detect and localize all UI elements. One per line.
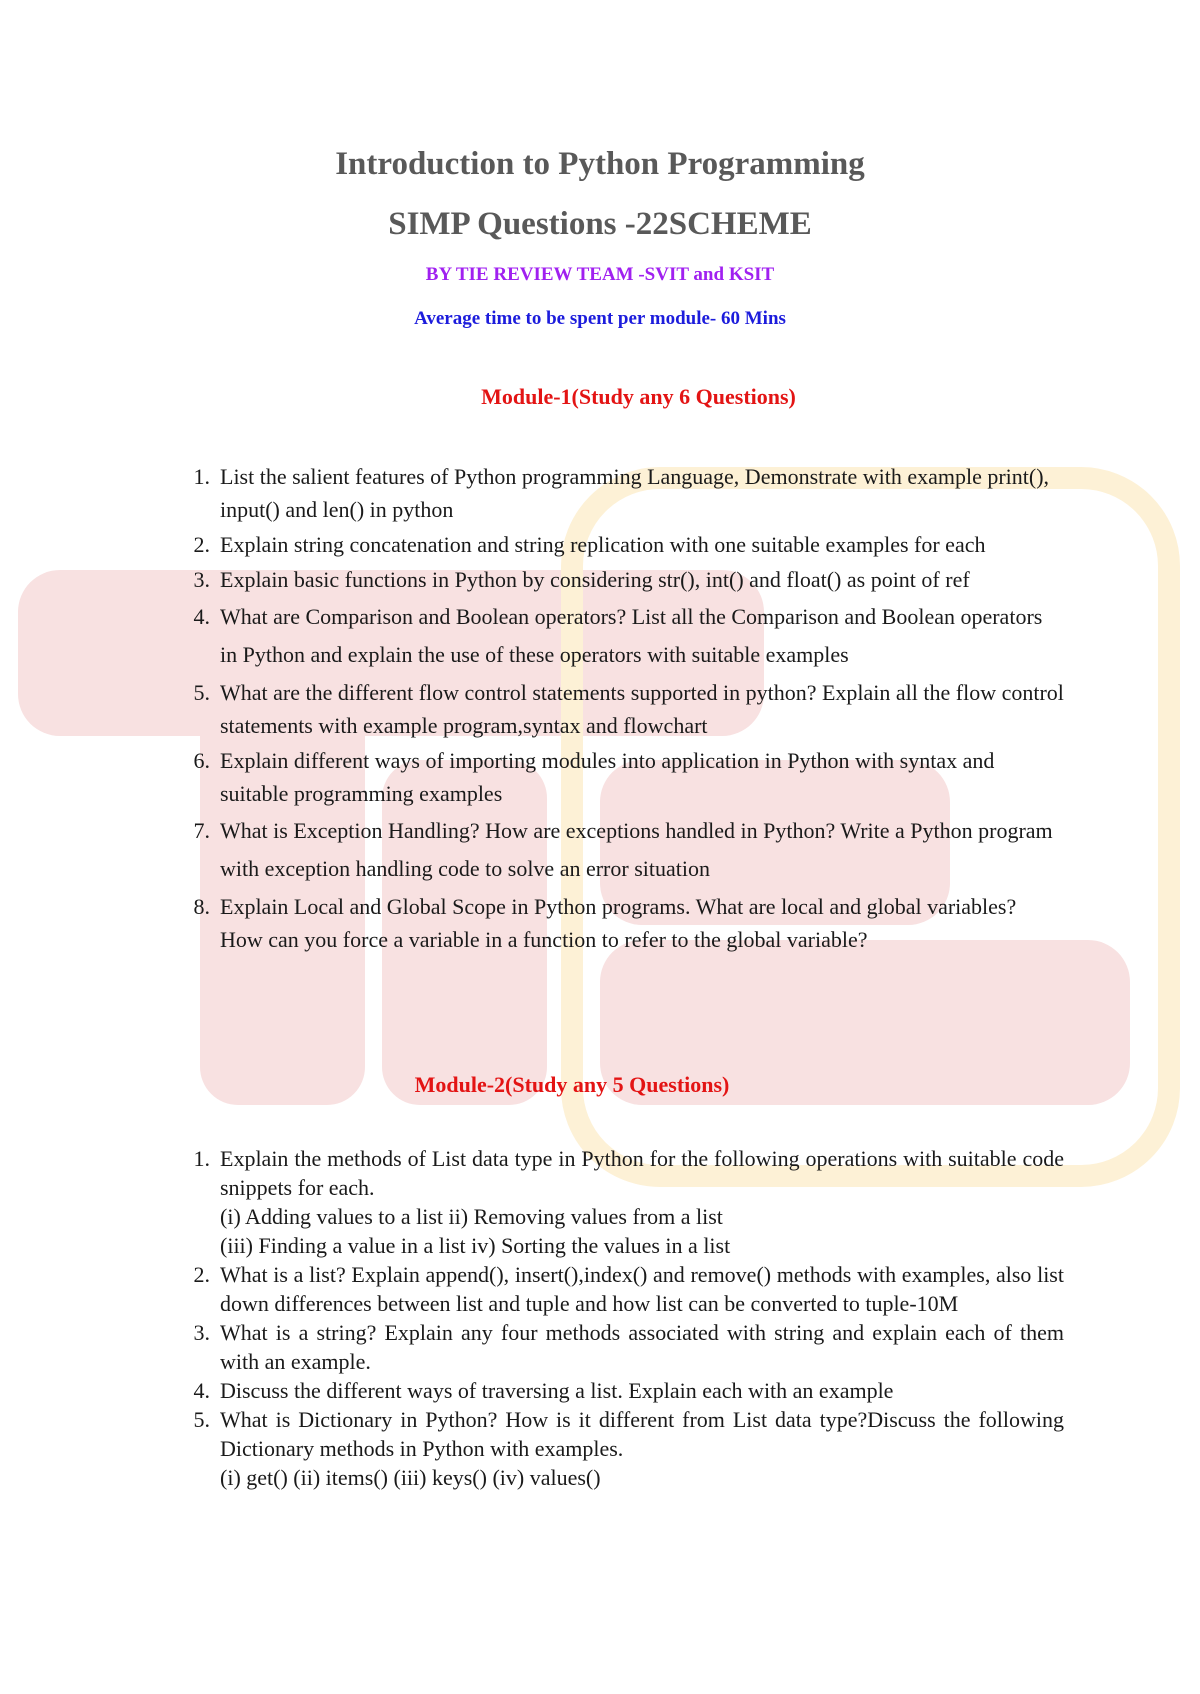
list-item [184, 598, 1064, 674]
list-item [184, 563, 1064, 596]
question-text: What is a list? Explain append(), insert(),index() and remove() methods with examples, also list down differences between list and tuple and how list can be converted to tuple-10M [220, 1262, 1064, 1316]
list-item [184, 528, 1064, 561]
byline: BY TIE REVIEW TEAM -SVIT and KSIT [425, 264, 775, 285]
list-item [184, 460, 1064, 526]
question-text: Explain Local and Global Scope in Python programs. What are local and global variables? How can you force a variable in a function to refer to the global variable? [220, 894, 1017, 952]
document-title: Introduction to Python Programming [335, 146, 865, 182]
question-text: What are Comparison and Boolean operators? List all the Comparison and Boolean operators in Python and explain the use of these operators with suitable examples [220, 604, 1043, 667]
question-text: Explain string concatenation and string replication with one suitable examples for each [220, 532, 986, 557]
average-time-note: Average time to be spent per module- 60 Mins [414, 308, 786, 329]
question-number: 6. [193, 748, 210, 773]
question-text: What are the different flow control statements supported in python? Explain all the flow control statements with example program,syntax and flowchart [220, 680, 1064, 738]
list-item [184, 1260, 1064, 1318]
question-subpoints: (i) Adding values to a list ii) Removing values from a list [220, 1204, 723, 1229]
question-text: Explain different ways of importing modules into application in Python with syntax and suitable programming examples [220, 748, 995, 806]
document-subtitle: SIMP Questions -22SCHEME [388, 206, 812, 242]
question-text: Discuss the different ways of traversing a list. Explain each with an example [220, 1378, 894, 1403]
question-number: 8. [193, 894, 210, 919]
question-number: 4. [193, 1378, 210, 1403]
question-number: 2. [193, 532, 210, 557]
question-text: What is Exception Handling? How are exceptions handled in Python? Write a Python program with exception handling code to solve an error situation [220, 818, 1053, 881]
list-item [184, 1376, 1064, 1405]
question-number: 1. [193, 464, 210, 489]
module-2-heading: Module-2(Study any 5 Questions) [414, 1072, 730, 1097]
question-number: 7. [193, 818, 210, 843]
question-text: Explain basic functions in Python by considering str(), int() and float() as point of ref [220, 567, 970, 592]
question-number: 3. [193, 567, 210, 592]
question-subpoints: (i) get() (ii) items() (iii) keys() (iv) values() [220, 1465, 601, 1490]
question-number: 5. [193, 680, 210, 705]
question-text: Explain the methods of List data type in Python for the following operations with suitable code snippets for each. [220, 1146, 1064, 1200]
list-item [184, 676, 1064, 742]
list-item [184, 890, 1064, 956]
module-1-heading: Module-1(Study any 6 Questions) [481, 384, 796, 409]
question-number: 4. [193, 604, 210, 629]
question-number: 2. [193, 1262, 210, 1287]
question-number: 3. [193, 1320, 210, 1345]
list-item [184, 1318, 1064, 1376]
question-text: What is a string? Explain any four methods associated with string and explain each of them with an example. [220, 1320, 1064, 1374]
question-subpoints: (iii) Finding a value in a list iv) Sorting the values in a list [220, 1233, 731, 1258]
question-text: What is Dictionary in Python? How is it different from List data type?Discuss the following Dictionary methods in Python with examples. [220, 1407, 1064, 1461]
question-number: 5. [193, 1407, 210, 1432]
list-item [184, 1405, 1064, 1492]
module-1-question-list [184, 460, 1064, 958]
question-number: 1. [193, 1146, 210, 1171]
list-item [184, 1144, 1064, 1260]
list-item [184, 812, 1064, 888]
module-2-question-list [184, 1144, 1064, 1492]
list-item [184, 744, 1064, 810]
question-text: List the salient features of Python programming Language, Demonstrate with example print(), input() and len() in python [220, 464, 1050, 522]
